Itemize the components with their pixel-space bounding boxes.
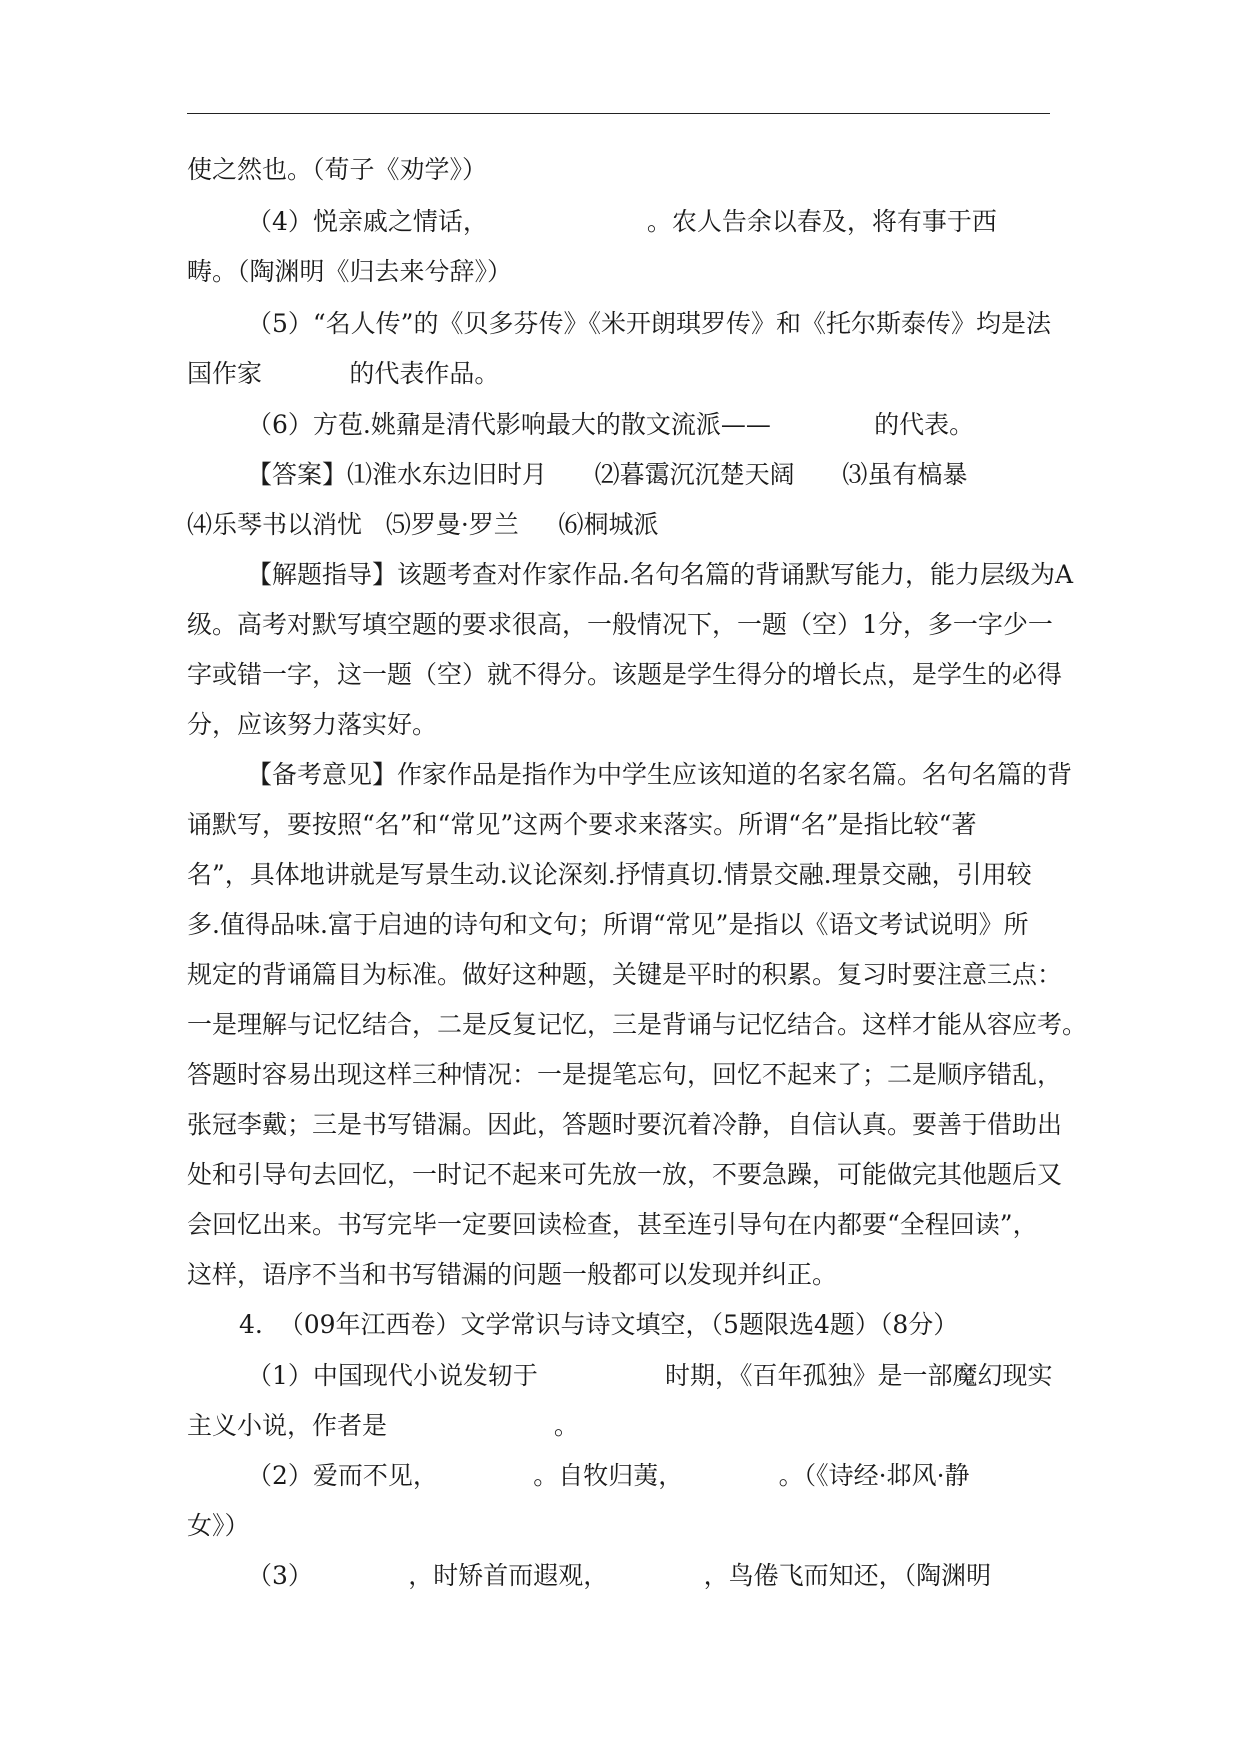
header-rule	[187, 113, 1050, 114]
text-line: 使之然也。（荀子《劝学》）	[187, 155, 488, 184]
text-line: 诵默写，要按照“名”和“常见”这两个要求来落实。所谓“名”是指比较“著	[187, 810, 977, 839]
text-line: 会回忆出来。书写完毕一定要回读检查，甚至连引导句在内都要“全程回读”，	[187, 1210, 1038, 1239]
text-line: 4. （09年江西卷）文学常识与诗文填空，（5题限选4题）（8分）	[239, 1310, 959, 1339]
text-line: （6）方苞.姚鼐是清代影响最大的散文流派—— 的代表。	[247, 410, 975, 439]
text-line: 级。高考对默写填空题的要求很高，一般情况下，一题（空）1分，多一字少一	[187, 610, 1053, 639]
text-line: 主义小说，作者是 。	[187, 1411, 579, 1440]
text-line: （3） ，时矫首而遐观， ，鸟倦飞而知还，（陶渊明	[247, 1561, 992, 1590]
text-line: ⑷乐琴书以消忧 ⑸罗曼·罗兰 ⑹桐城派	[187, 510, 659, 539]
text-line: 张冠李戴；三是书写错漏。因此，答题时要沉着冷静，自信认真。要善于借助出	[187, 1110, 1063, 1139]
text-line: 名”，具体地讲就是写景生动.议论深刻.抒情真切.情景交融.理景交融，引用较	[187, 860, 1032, 889]
text-line: 答题时容易出现这样三种情况：一是提笔忘句，回忆不起来了；二是顺序错乱，	[187, 1060, 1063, 1089]
text-line: 分，应该努力落实好。	[187, 710, 438, 739]
text-line: （5）“名人传”的《贝多芬传》《米开朗琪罗传》和《托尔斯泰传》均是法	[247, 309, 1051, 338]
text-line: 【解题指导】该题考查对作家作品.名句名篇的背诵默写能力，能力层级为A	[247, 560, 1074, 589]
text-line: （1）中国现代小说发轫于 时期，《百年孤独》是一部魔幻现实	[247, 1361, 1053, 1390]
text-line: 女》）	[187, 1511, 250, 1540]
text-line: 【答案】⑴淮水东边旧时月 ⑵暮霭沉沉楚天阔 ⑶虽有槁暴	[247, 460, 968, 489]
text-line: 国作家 的代表作品。	[187, 359, 500, 388]
text-line: 这样，语序不当和书写错漏的问题一般都可以发现并纠正。	[187, 1260, 838, 1289]
text-line: 处和引导句去回忆，一时记不起来可先放一放，不要急躁，可能做完其他题后又	[187, 1160, 1063, 1189]
text-line: 一是理解与记忆结合，二是反复记忆，三是背诵与记忆结合。这样才能从容应考。	[187, 1010, 1088, 1039]
text-line: 【备考意见】作家作品是指作为中学生应该知道的名家名篇。名句名篇的背	[247, 760, 1073, 789]
text-line: 多.值得品味.富于启迪的诗句和文句；所谓“常见”是指以《语文考试说明》所	[187, 910, 1029, 939]
text-line: 畴。（陶渊明《归去来兮辞》）	[187, 257, 513, 286]
text-line: 字或错一字，这一题（空）就不得分。该题是学生得分的增长点，是学生的必得	[187, 660, 1063, 689]
text-line: （2）爱而不见， 。自牧归荑， 。（《诗经·邶风·静	[247, 1461, 970, 1490]
text-line: 规定的背诵篇目为标准。做好这种题，关键是平时的积累。复习时要注意三点：	[187, 960, 1063, 989]
text-line: （4）悦亲戚之情话， 。农人告余以春及，将有事于西	[247, 207, 997, 236]
